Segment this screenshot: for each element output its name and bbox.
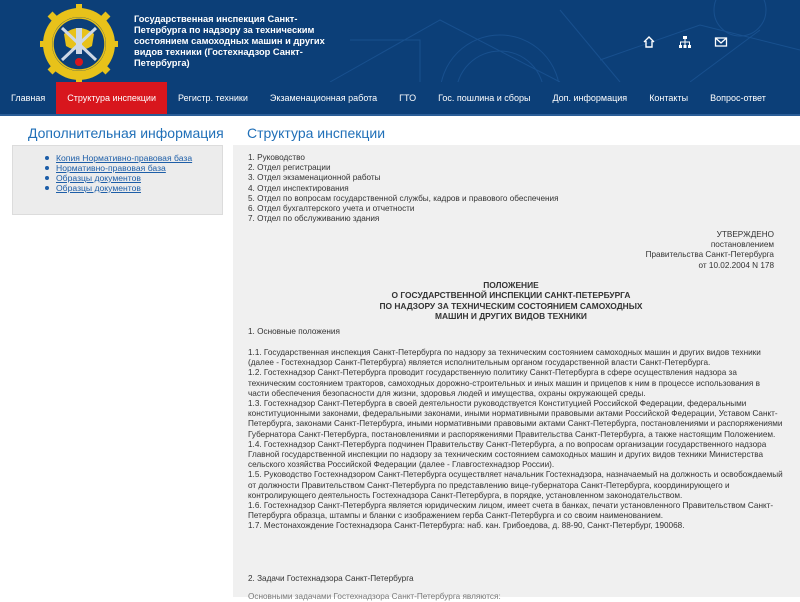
section-heading: 1. Основные положения (248, 327, 340, 336)
structure-item[interactable]: 3. Отдел экзаменационной работы (248, 173, 381, 183)
main-nav (0, 82, 800, 116)
approval-line: от 10.02.2004 N 178 (698, 260, 774, 270)
gostekhnadzor-emblem (40, 4, 118, 82)
sidebar-title: Дополнительная информация (28, 125, 224, 141)
nav-item-extra-info[interactable]: Доп. информация (552, 93, 628, 103)
nav-item-faq[interactable]: Вопрос-ответ (710, 93, 766, 103)
header-icons (642, 35, 728, 49)
nav-item-fees[interactable]: Гос. пошлина и сборы (438, 93, 531, 103)
heading-line: ПОЛОЖЕНИЕ (483, 280, 539, 290)
structure-list (248, 153, 559, 224)
nav-item-registration[interactable]: Регистр. техники (178, 93, 248, 103)
approval-line: постановлением (710, 240, 774, 250)
heading-line: О ГОСУДАРСТВЕННОЙ ИНСПЕКЦИИ САНКТ-ПЕТЕРБУРГА (391, 290, 631, 301)
sidebar-link[interactable]: Образцы документов (56, 173, 222, 183)
paragraph: 1.5. Руководство Гостехнадзором Санкт-Петербурга осуществляет начальник Гостехнадзора, назначаемый на должность и освобождаемый от должности Правительством Санкт-Петербурга по представлению вице-губернатора Санкт-Петербурга, координирующего и контролирующего деятельность Гостехнадзора Санкт-Петербурга, в порядке, установленном законодательством. (248, 470, 783, 500)
nav-item-home[interactable]: Главная (11, 93, 46, 103)
sidebar-link[interactable]: Образцы документов (56, 183, 222, 193)
organization-title: Государственная инспекция Санкт-Петербурга по надзору за техническим состоянием самоходных машин и других видов техники (Гостехнадзор Санкт-Петербурга) (134, 14, 325, 68)
nav-item-contacts[interactable]: Контакты (649, 93, 689, 103)
nav-item-exams[interactable]: Экзаменационная работа (269, 93, 378, 103)
paragraph: 1.1. Государственная инспекция Санкт-Петербурга по надзору за техническим состоянием самоходных машин и других видов техники (далее - Гостехнадзор Санкт-Петербурга) является исполнительным органом государственной власти Санкт-Петербурга. (248, 348, 761, 368)
structure-item[interactable]: 1. Руководство (248, 153, 305, 162)
section-heading: 2. Задачи Гостехнадзора Санкт-Петербурга (248, 574, 414, 583)
nav-item-structure[interactable]: Структура инспекции (56, 82, 167, 114)
sitemap-icon[interactable] (678, 35, 692, 49)
structure-item[interactable]: 2. Отдел регистрации (248, 163, 331, 173)
paragraph: 1.7. Местонахождение Гостехнадзора Санкт-Петербурга: наб. кан. Грибоедова, д. 88-90, Санкт-Петербург, 190068. (248, 521, 685, 531)
approval-line: УТВЕРЖДЕНО (716, 230, 774, 239)
paragraph: 1.2. Гостехнадзор Санкт-Петербурга проводит государственную политику Санкт-Петербурга в сфере осуществления надзора за техническим состоянием тракторов, самоходных дорожно-строительных и иных машин и прицепов к ним в процессе использования в части обеспечения безопасности для жизни, здоровья людей и имущества, охраны окружающей среды. (248, 368, 760, 398)
structure-item[interactable]: 6. Отдел бухгалтерского учета и отчетности (248, 204, 415, 214)
mail-icon[interactable] (714, 35, 728, 49)
nav-item-gto[interactable]: ГТО (399, 93, 417, 103)
site-header (0, 0, 800, 82)
structure-item[interactable]: 5. Отдел по вопросам государственной службы, кадров и правового обеспечения (248, 193, 559, 203)
approval-line: Правительства Санкт-Петербурга (645, 250, 774, 260)
structure-item[interactable]: 7. Отдел по обслуживанию здания (248, 214, 380, 224)
paragraph: 1.6. Гостехнадзор Санкт-Петербурга является юридическим лицом, имеет счета в банках, печати установленного Правительством Санкт-Петербурга образца, штампы и бланки с изображением герба Санкт-Петербурга и со своим наименованием. (248, 501, 774, 521)
paragraph: 1.3. Гостехнадзор Санкт-Петербурга в своей деятельности руководствуется Конституцией Российской Федерации, федеральными конституционными законами, федеральными законами, иными нормативными правовыми актами Российской Федерации, Уставом Санкт-Петербурга, законами Санкт-Петербурга, иными нормативными правовыми актами Санкт-Петербурга, постановлениями и распоряжениями Губернатора Санкт-Петербурга, постановлениями и распоряжениями Правительства Санкт-Петербурга, а также настоящим Положением. (248, 399, 783, 439)
truncated-line: Основными задачами Гостехнадзора Санкт-Петербурга являются: (248, 592, 501, 601)
structure-item[interactable]: 4. Отдел инспектирования (248, 183, 349, 193)
sidebar-link[interactable]: Копия Нормативно-правовая база (56, 153, 222, 163)
paragraph: 1.4. Гостехнадзор Санкт-Петербурга подчинен Правительству Санкт-Петербурга, а по вопросам организации государственного надзора Главной государственной инспекции по надзору за техническим состоянием самоходных машин и других видов техники Министерства сельского хозяйства Российской Федерации (далее - Главгостехнадзор России). (248, 439, 767, 470)
sidebar-link[interactable]: Нормативно-правовая база (56, 163, 222, 173)
approval-note (646, 230, 774, 271)
main-content (233, 145, 800, 601)
regulation-text (248, 348, 783, 532)
document-heading (351, 280, 671, 322)
sidebar-links (12, 145, 223, 215)
home-icon[interactable] (642, 35, 656, 49)
heading-line: ПО НАДЗОРУ ЗА ТЕХНИЧЕСКИМ СОСТОЯНИЕМ САМОХОДНЫХ (379, 300, 643, 311)
heading-line: МАШИН И ДРУГИХ ВИДОВ ТЕХНИКИ (435, 311, 587, 322)
page-title: Структура инспекции (247, 125, 386, 141)
